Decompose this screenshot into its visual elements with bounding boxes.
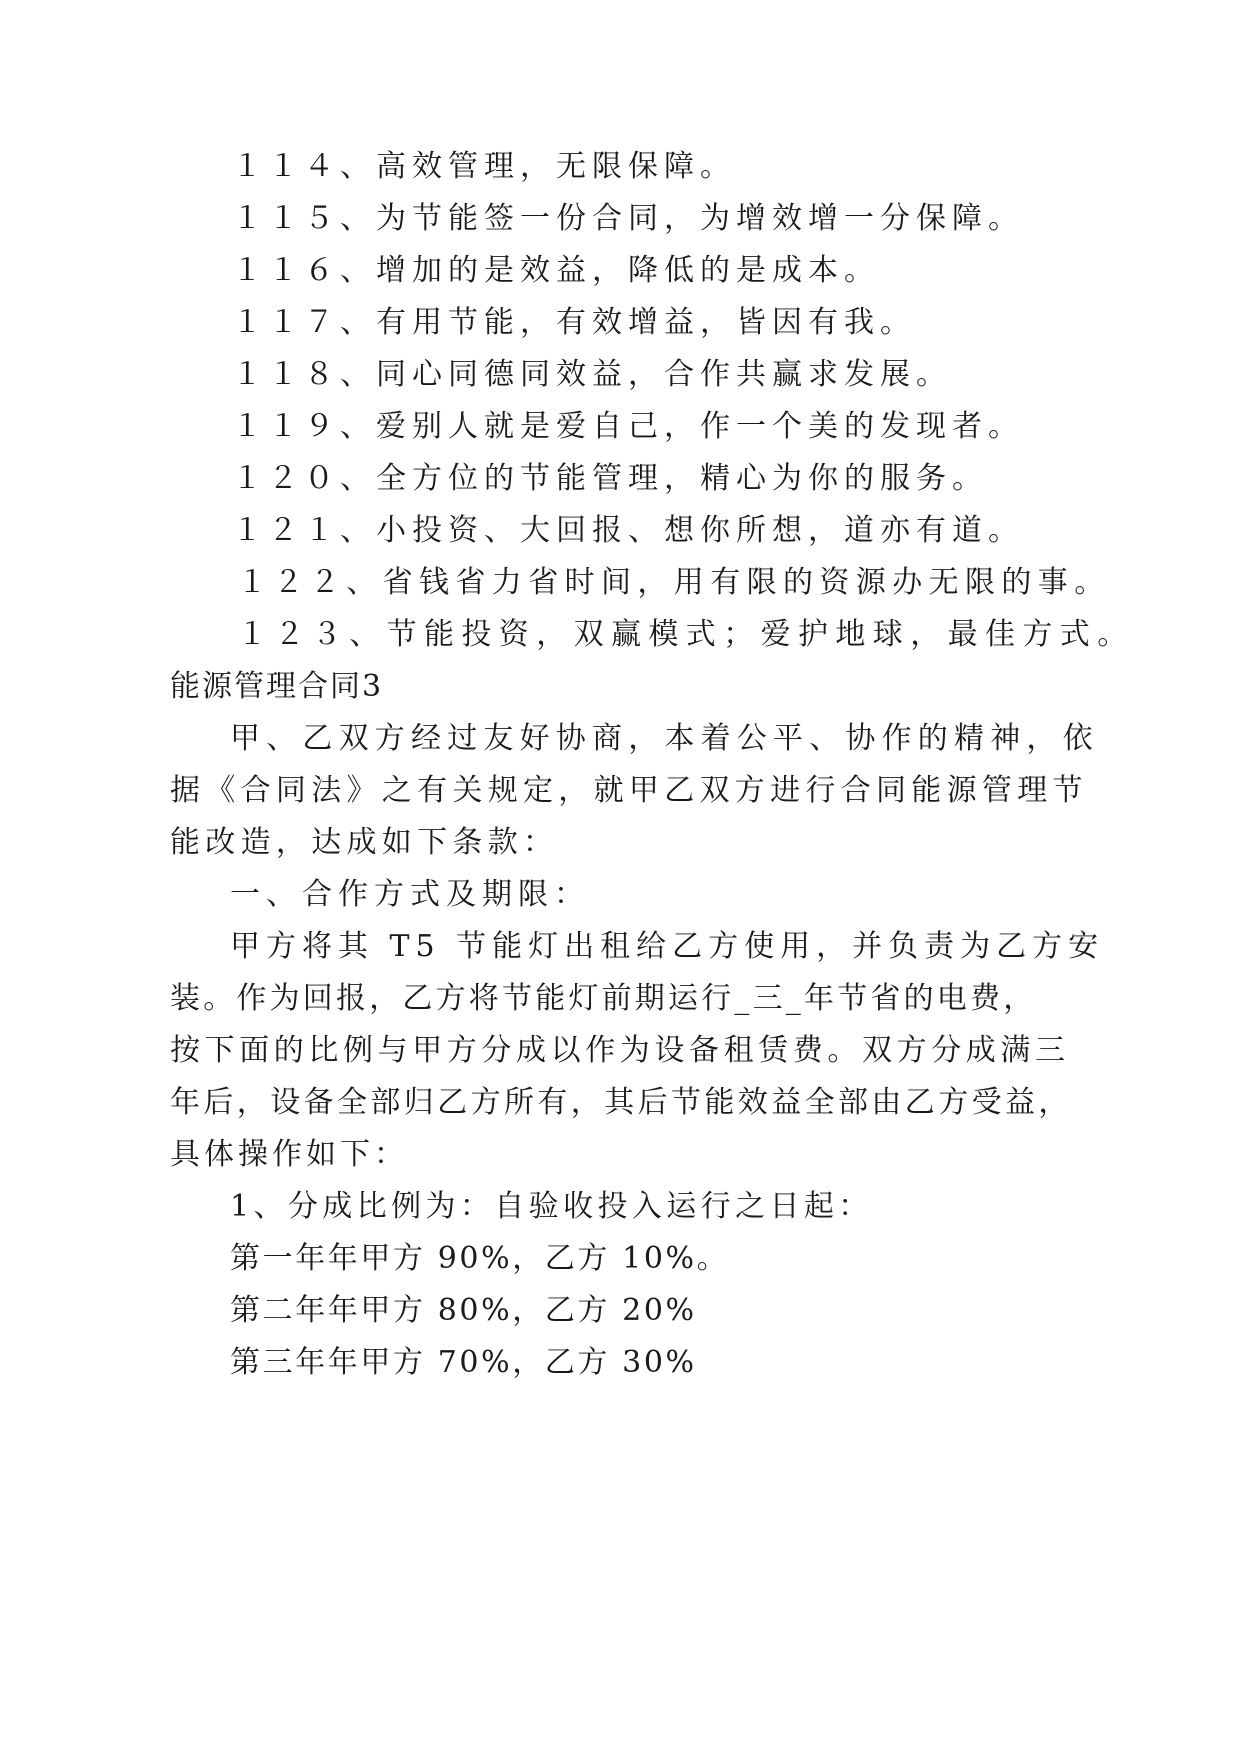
clause-line: 甲方将其 T5 节能灯出租给乙方使用，并负责为乙方安 — [230, 929, 1105, 964]
slogan-item: １２０、全方位的节能管理，精心为你的服务。 — [232, 461, 988, 496]
slogan-item: １１６、增加的是效益，降低的是成本。 — [232, 253, 880, 288]
clause-line: 具体操作如下： — [170, 1137, 408, 1172]
intro-line: 能改造，达成如下条款： — [170, 825, 559, 860]
intro-line: 据《合同法》之有关规定，就甲乙双方进行合同能源管理节 — [170, 773, 1088, 808]
slogan-item: １１９、爱别人就是爱自己，作一个美的发现者。 — [232, 409, 1024, 444]
ratio-item: 第三年年甲方 70%，乙方 30% — [230, 1345, 697, 1380]
ratio-item: 第二年年甲方 80%，乙方 20% — [230, 1293, 697, 1328]
slogan-item: １２２、省钱省力省时间，用有限的资源办无限的事。 — [237, 565, 1111, 600]
clause-heading: 一、合作方式及期限： — [230, 877, 590, 912]
slogan-item: １１８、同心同德同效益，合作共赢求发展。 — [232, 357, 952, 392]
ratio-item: 第一年年甲方 90%，乙方 10%。 — [230, 1241, 730, 1276]
intro-line: 甲、乙双方经过友好协商，本着公平、协作的精神，依 — [230, 721, 1099, 756]
slogan-item: １１５、为节能签一份合同，为增效增一分保障。 — [232, 201, 1024, 236]
clause-line: 装。作为回报，乙方将节能灯前期运行_三_年节省的电费， — [170, 981, 1037, 1016]
slogan-item: １１４、高效管理，无限保障。 — [232, 149, 736, 184]
slogan-item: １１７、有用节能，有效增益，皆因有我。 — [232, 305, 916, 340]
slogan-item: １２３、节能投资，双赢模式；爱护地球，最佳方式。 — [237, 617, 1135, 652]
clause-line: 年后，设备全部归乙方所有，其后节能效益全部由乙方受益， — [170, 1085, 1072, 1120]
clause-line: 按下面的比例与甲方分成以作为设备租赁费。双方分成满三 — [170, 1033, 1070, 1068]
ratio-heading: 1、分成比例为：自验收投入运行之日起： — [230, 1189, 873, 1224]
section-title: 能源管理合同3 — [170, 669, 384, 704]
slogan-item: １２１、小投资、大回报、想你所想，道亦有道。 — [232, 513, 1024, 548]
